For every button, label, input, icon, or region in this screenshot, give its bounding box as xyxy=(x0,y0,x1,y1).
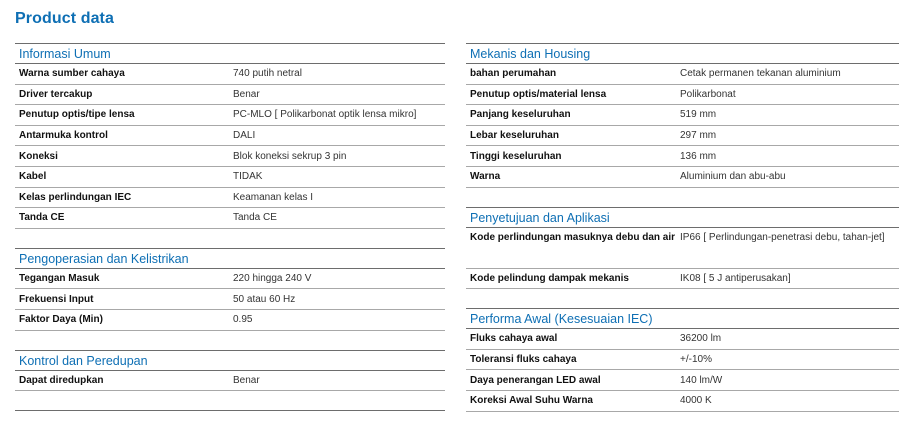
row-value: 220 hingga 240 V xyxy=(233,273,312,285)
section-spacer xyxy=(466,188,899,207)
row-value: Tanda CE xyxy=(233,212,277,224)
section-mekanis xyxy=(466,43,899,188)
table-row xyxy=(466,146,899,167)
row-label: Daya penerangan LED awal xyxy=(470,374,601,386)
row-label: Kode pelindung dampak mekanis xyxy=(470,272,629,284)
table-row xyxy=(15,126,445,147)
row-label: Kode perlindungan masuknya debu dan air xyxy=(470,231,676,243)
section-kontrol xyxy=(15,350,445,412)
row-label: Koneksi xyxy=(19,150,58,162)
row-label: Koreksi Awal Suhu Warna xyxy=(470,395,593,407)
table-row xyxy=(15,105,445,126)
section-heading xyxy=(466,43,899,64)
section-penyetujuan xyxy=(466,207,899,290)
table-row xyxy=(466,329,899,350)
row-label: bahan perumahan xyxy=(470,68,557,80)
row-value: Aluminium dan abu-abu xyxy=(680,171,786,183)
row-label: Toleransi fluks cahaya xyxy=(470,354,577,366)
table-row xyxy=(466,105,899,126)
section-heading xyxy=(15,248,445,269)
row-label: Panjang keseluruhan xyxy=(470,109,571,121)
row-value: 140 lm/W xyxy=(680,374,723,386)
row-value: Benar xyxy=(233,88,260,100)
row-label: Warna sumber cahaya xyxy=(19,68,125,80)
table-row xyxy=(466,391,899,412)
section-heading xyxy=(15,350,445,371)
section-heading xyxy=(466,207,899,228)
left-column xyxy=(15,43,445,411)
row-label: Lebar keseluruhan xyxy=(470,130,559,142)
section-heading-text: Pengoperasian dan Kelistrikan xyxy=(19,251,189,266)
table-row xyxy=(466,167,899,188)
table-row xyxy=(466,85,899,106)
row-label: Kelas perlindungan IEC xyxy=(19,191,132,203)
row-value: 4000 K xyxy=(680,395,712,407)
row-value: IP66 [ Perlindungan-penetrasi debu, tahan-jet] xyxy=(680,231,885,243)
row-label: Antarmuka kontrol xyxy=(19,130,108,142)
row-value: 136 mm xyxy=(680,150,717,162)
table-row xyxy=(15,269,445,290)
row-value: +/-10% xyxy=(680,354,712,366)
row-value: PC-MLO [ Polikarbonat optik lensa mikro] xyxy=(233,109,417,121)
section-performa xyxy=(466,308,899,411)
table-row xyxy=(15,146,445,167)
section-heading-text: Penyetujuan dan Aplikasi xyxy=(470,210,610,225)
row-label: Driver tercakup xyxy=(19,88,93,100)
table-row xyxy=(15,64,445,85)
row-value: 740 putih netral xyxy=(233,68,302,80)
table-row xyxy=(466,370,899,391)
row-value: 519 mm xyxy=(680,109,717,121)
section-heading-text: Kontrol dan Peredupan xyxy=(19,353,148,368)
table-row xyxy=(15,310,445,331)
table-row xyxy=(466,126,899,147)
row-label: Warna xyxy=(470,171,501,183)
table-row xyxy=(466,64,899,85)
row-label: Tanda CE xyxy=(19,212,65,224)
row-value: IK08 [ 5 J antiperusakan] xyxy=(680,272,791,284)
table-row xyxy=(15,371,445,392)
row-value: 50 atau 60 Hz xyxy=(233,293,296,305)
section-heading-text: Performa Awal (Kesesuaian IEC) xyxy=(470,312,653,327)
row-value: 0.95 xyxy=(233,314,253,326)
section-heading-text: Informasi Umum xyxy=(19,47,111,61)
row-label: Tinggi keseluruhan xyxy=(470,150,562,162)
row-value: Polikarbonat xyxy=(680,88,736,100)
row-label: Faktor Daya (Min) xyxy=(19,314,103,326)
section-end-rule xyxy=(15,391,445,411)
row-value: Cetak permanen tekanan aluminium xyxy=(680,68,841,80)
row-value: 36200 lm xyxy=(680,333,722,345)
section-pengoperasian xyxy=(15,248,445,331)
table-row xyxy=(15,85,445,106)
row-value: Blok koneksi sekrup 3 pin xyxy=(233,150,347,162)
section-spacer xyxy=(466,289,899,308)
row-value: Benar xyxy=(233,374,260,386)
row-value: 297 mm xyxy=(680,130,717,142)
row-label: Penutup optis/material lensa xyxy=(470,88,607,100)
table-row xyxy=(466,228,899,269)
table-row xyxy=(15,188,445,209)
table-row xyxy=(15,289,445,310)
row-value: Keamanan kelas I xyxy=(233,191,314,203)
section-spacer xyxy=(15,331,445,350)
page-title: Product data xyxy=(15,10,114,27)
section-spacer xyxy=(15,229,445,248)
section-heading xyxy=(15,43,445,64)
section-heading xyxy=(466,308,899,329)
row-value: DALI xyxy=(233,130,256,142)
table-row xyxy=(15,208,445,229)
section-informasi-umum xyxy=(15,43,445,229)
section-heading-text: Mekanis dan Housing xyxy=(470,47,591,61)
row-label: Fluks cahaya awal xyxy=(470,333,558,345)
row-label: Kabel xyxy=(19,171,47,183)
row-label: Dapat diredupkan xyxy=(19,374,104,386)
table-row xyxy=(466,269,899,290)
table-row xyxy=(466,350,899,371)
row-value: TIDAK xyxy=(233,171,263,183)
table-row xyxy=(15,167,445,188)
right-column xyxy=(466,43,899,412)
row-label: Frekuensi Input xyxy=(19,293,94,305)
row-label: Penutup optis/tipe lensa xyxy=(19,109,135,121)
row-label: Tegangan Masuk xyxy=(19,273,100,285)
